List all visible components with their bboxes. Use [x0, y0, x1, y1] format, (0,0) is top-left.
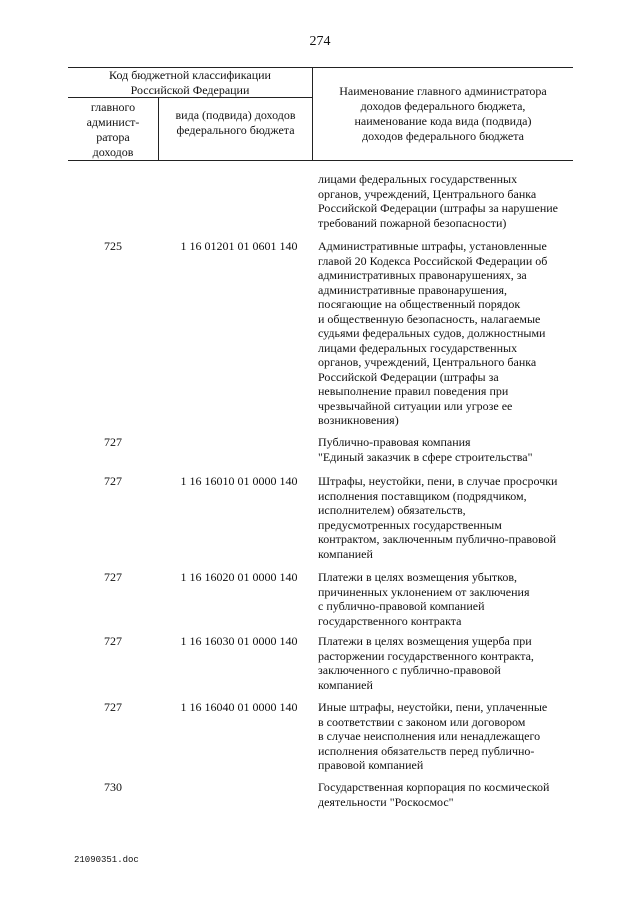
- page-number: 274: [309, 34, 331, 49]
- income-name: Публично-правовая компания "Единый заказчик в сфере строительства": [318, 435, 533, 464]
- income-code: 1 16 16040 01 0000 140: [180, 700, 298, 714]
- header-col-name: Наименование главного администратора доходов федерального бюджета, наименование кода вида (подвида) доходов федерального бюджета: [339, 84, 547, 143]
- income-name: лицами федеральных государственных органов, учреждений, Центрального банка Российской Федерации (штрафы за нарушение требований пожарной безопасности): [318, 172, 558, 230]
- admin-code: 727: [104, 634, 122, 648]
- income-name: Иные штрафы, неустойки, пени, уплаченные в соответствии с законом или договором в случае неисполнения или ненадлежащего исполнения обязательств перед публично- правовой компанией: [318, 700, 548, 772]
- income-code: 1 16 16030 01 0000 140: [180, 634, 298, 648]
- admin-code: 730: [104, 780, 122, 794]
- income-name: Государственная корпорация по космической деятельности "Роскосмос": [318, 780, 550, 809]
- income-code: 1 16 16020 01 0000 140: [180, 570, 298, 584]
- admin-code: 725: [104, 239, 122, 253]
- admin-code: 727: [104, 570, 122, 584]
- table-header: [68, 67, 573, 161]
- income-name: Административные штрафы, установленные главой 20 Кодекса Российской Федерации об административных правонарушениях, за административные правонарушения, посягающие на общественный порядок и общественную безопасность, налагаемые судьями федеральных судов, должностными лицами федеральных государственных органов, учреждений, Центрального банка Российской Федерации (штрафы за невыполнение правил поведения при чрезвычайной ситуации или угрозе ее возникновения): [318, 239, 548, 427]
- income-name: Штрафы, неустойки, пени, в случае просрочки исполнения поставщиком (подрядчиком, исполнителем) обязательств, предусмотренных государственным контрактом, заключенным публично-правовой компанией: [318, 474, 558, 561]
- income-name: Платежи в целях возмещения убытков, причиненных уклонением от заключения с публично-правовой компанией государственного контракта: [318, 570, 530, 628]
- income-name: Платежи в целях возмещения ущерба при расторжении государственного контракта, заключенного с публично-правовой компанией: [318, 634, 534, 692]
- header-col-code: вида (подвида) доходов федерального бюджета: [175, 108, 296, 137]
- header-col-admin: главного админист- ратора доходов: [86, 100, 140, 159]
- admin-code: 727: [104, 435, 122, 449]
- admin-code: 727: [104, 474, 122, 488]
- header-group-title: Код бюджетной классификации Российской Федерации: [109, 68, 271, 97]
- income-code: 1 16 16010 01 0000 140: [180, 474, 298, 488]
- income-code: 1 16 01201 01 0601 140: [180, 239, 298, 253]
- admin-code: 727: [104, 700, 122, 714]
- document-filename: 21090351.doc: [74, 855, 139, 865]
